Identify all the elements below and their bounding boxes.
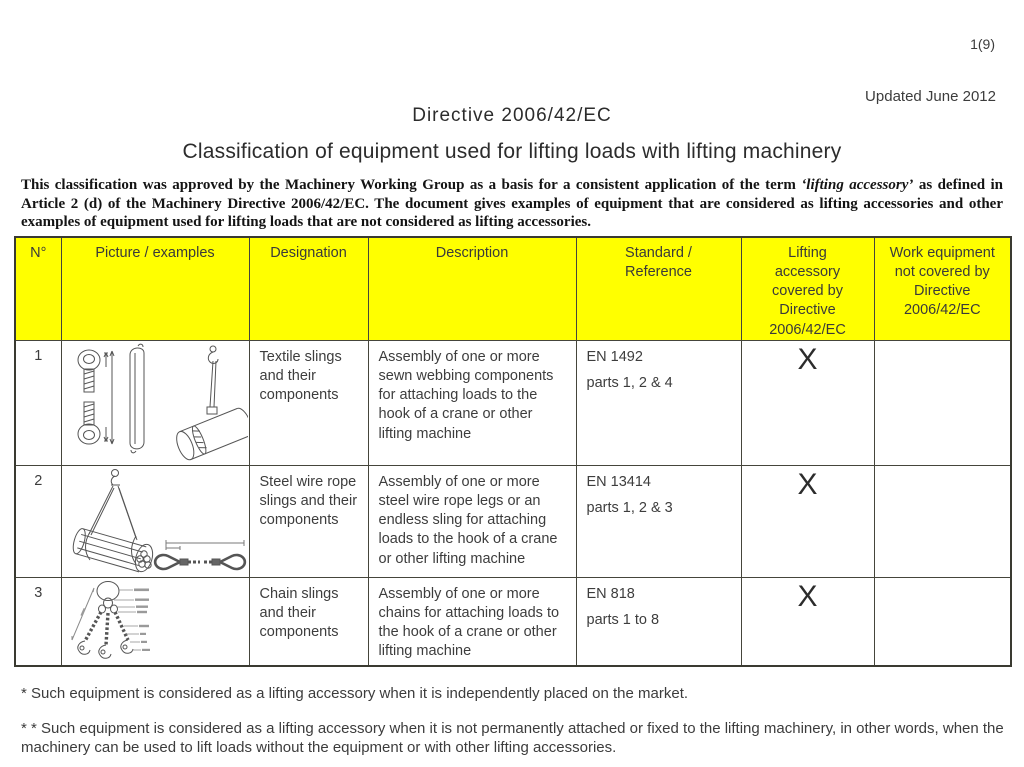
header-description: Description <box>368 237 576 340</box>
header-picture: Picture / examples <box>61 237 249 340</box>
standard-cell <box>576 577 741 666</box>
designation-cell: Textile slings and their components <box>249 340 368 465</box>
lifting-accessory-mark: X <box>741 340 874 465</box>
table-row <box>15 340 1011 465</box>
header-number: N° <box>15 237 61 340</box>
header-standard: Standard / Reference <box>576 237 741 340</box>
standard-name: EN 1492 <box>586 348 643 365</box>
chain-slings-illustration <box>62 578 248 665</box>
standard-name: EN 13414 <box>586 473 651 490</box>
table-row <box>15 577 1011 666</box>
standard-parts: parts 1, 2 & 3 <box>586 500 673 517</box>
document-subtitle: Classification of equipment used for lifting loads with lifting machinery <box>182 140 842 163</box>
header-work-equipment: Work equipment not covered by Directive 2006/42/EC <box>874 237 1011 340</box>
table-header-row <box>15 237 1011 340</box>
intro-term: ‘lifting accessory’ <box>801 177 914 193</box>
page-number: 1(9) <box>970 36 995 52</box>
steel-wire-rope-slings-illustration <box>62 466 248 576</box>
header-lifting-accessory: Lifting accessory covered by Directive 2006/42/EC <box>741 237 874 340</box>
intro-paragraph <box>21 176 1003 232</box>
standard-name: EN 818 <box>586 585 635 602</box>
picture-cell <box>61 465 249 577</box>
standard-cell <box>576 340 741 465</box>
work-equipment-mark <box>874 577 1011 666</box>
lifting-accessory-mark: X <box>741 465 874 577</box>
updated-date: Updated June 2012 <box>865 88 996 105</box>
picture-cell <box>61 577 249 666</box>
intro-text-after: as defined in Article 2 (d) of the Machinery Directive 2006/42/EC. The document gives examples of equipment that are considered as lifting accessories and other examples of equipment used for lifting loads that are not considered as lifting accessories. <box>21 177 1004 231</box>
designation-cell: Steel wire rope slings and their components <box>249 465 368 577</box>
footnote-double-asterisk: * * Such equipment is considered as a lifting accessory when it is not permanently attached or fixed to the lifting machinery, in other words, when the machinery can be used to lift loads without the equipment or with other lifting accessories. <box>21 720 1004 756</box>
standard-parts: parts 1, 2 & 4 <box>586 375 673 392</box>
textile-slings-illustration <box>62 341 248 464</box>
description-cell: Assembly of one or more steel wire rope legs or an endless sling for attaching loads to the hook of a crane or other lifting machine <box>368 465 576 577</box>
standard-parts: parts 1 to 8 <box>586 612 660 629</box>
classification-table <box>14 236 1012 667</box>
designation-cell: Chain slings and their components <box>249 577 368 666</box>
document-title: Directive 2006/42/EC <box>412 105 612 126</box>
work-equipment-mark <box>874 340 1011 465</box>
row-number: 2 <box>15 465 61 577</box>
work-equipment-mark <box>874 465 1011 577</box>
footnote-single-asterisk: * Such equipment is considered as a lifting accessory when it is independently placed on the market. <box>21 685 689 702</box>
header-designation: Designation <box>249 237 368 340</box>
table-row <box>15 465 1011 577</box>
description-cell: Assembly of one or more sewn webbing components for attaching loads to the hook of a crane or other lifting machine <box>368 340 576 465</box>
lifting-accessory-mark: X <box>741 577 874 666</box>
picture-cell <box>61 340 249 465</box>
description-cell: Assembly of one or more chains for attaching loads to the hook of a crane or other lifting machine <box>368 577 576 666</box>
standard-cell <box>576 465 741 577</box>
row-number: 3 <box>15 577 61 666</box>
row-number: 1 <box>15 340 61 465</box>
intro-text-before: This classification was approved by the Machinery Working Group as a basis for a consistent application of the term <box>21 177 802 193</box>
